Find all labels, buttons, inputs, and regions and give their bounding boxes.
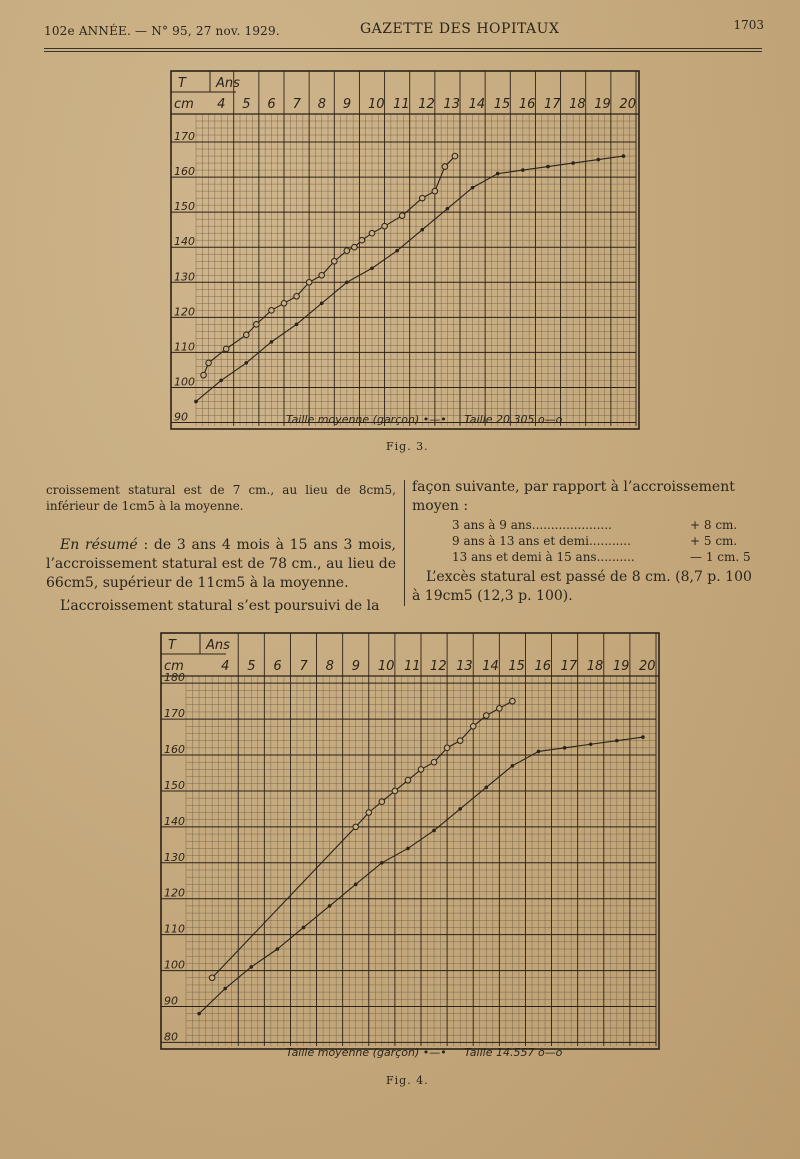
legend-3-dot-line-icon: •—• (422, 413, 447, 426)
y-tick-label: 150 (164, 778, 185, 792)
data-point-circle (223, 346, 229, 352)
data-point-circle (359, 237, 365, 243)
data-point-dot (537, 750, 541, 754)
data-point-dot (370, 266, 374, 270)
data-point-dot (345, 280, 349, 284)
y-tick-label: 140 (174, 235, 195, 249)
header-rule-2 (44, 51, 762, 52)
x-tick-label: 17 (560, 659, 578, 674)
left-paragraph-2-emphasis: En résumé (60, 537, 138, 553)
data-point-dot (496, 172, 500, 176)
data-point-dot (328, 904, 332, 908)
data-point-dot (432, 829, 436, 833)
data-point-dot (563, 746, 567, 750)
x-tick-label: 5 (242, 97, 251, 112)
y-tick-label: 130 (164, 850, 185, 864)
growth-table (452, 518, 752, 566)
data-point-circle (281, 301, 287, 307)
data-point-circle (510, 698, 516, 704)
data-point-circle (201, 372, 207, 378)
x-tick-label: 14 (482, 659, 499, 674)
left-column (46, 482, 396, 616)
x-tick-label: 4 (221, 659, 230, 674)
figure-4-chart (160, 632, 660, 1050)
right-paragraph-2: L’excès statural est passé de 8 cm. (8,7 p. 100 à 19cm5 (12,3 p. 100). (412, 569, 752, 604)
data-point-dot (223, 987, 227, 991)
figure-4-caption: Fig. 4. (386, 1074, 429, 1087)
issue-info: 102e ANNÉE. — N° 95, 27 nov. 1929. (44, 24, 280, 38)
y-tick-label: 80 (164, 1030, 178, 1044)
x-tick-label: 18 (586, 659, 604, 674)
data-point-dot (484, 786, 488, 790)
data-point-dot (471, 186, 475, 190)
data-point-circle (405, 777, 411, 783)
data-point-dot (641, 735, 645, 739)
data-point-dot (320, 302, 324, 306)
data-point-circle (442, 164, 448, 170)
data-point-circle (331, 258, 337, 264)
corner-t-label: T (178, 76, 186, 91)
data-point-circle (483, 713, 489, 719)
data-point-circle (269, 308, 275, 314)
data-point-dot (302, 926, 306, 930)
right-column (412, 478, 762, 516)
y-tick-label: 160 (174, 165, 195, 179)
left-paragraph-2 (46, 536, 396, 593)
y-tick-label: 120 (164, 886, 185, 900)
left-paragraph-1: croissement statural est de 7 cm., au lieu de 8cm5, inférieur de 1cm5 à la moyenne. (46, 483, 396, 513)
y-tick-label: 160 (164, 743, 185, 757)
figure-4-legend (286, 1046, 562, 1059)
x-tick-label: 5 (247, 659, 256, 674)
legend-3-circle-line-icon: o—o (537, 413, 563, 426)
data-point-circle (444, 745, 450, 751)
data-point-circle (432, 188, 438, 194)
x-tick-label: 4 (217, 97, 226, 112)
y-tick-label: 90 (164, 994, 178, 1008)
x-tick-label: 8 (325, 659, 334, 674)
data-point-circle (352, 244, 358, 250)
data-point-dot (197, 1012, 201, 1016)
figure-3-caption: Fig. 3. (386, 440, 429, 453)
x-tick-label: 15 (508, 659, 525, 674)
y-tick-label: 90 (174, 410, 188, 424)
row-value: — 1 cm. 5 (690, 550, 751, 564)
x-tick-label: 13 (456, 659, 473, 674)
data-point-circle (344, 248, 350, 254)
x-tick-label: 9 (342, 97, 352, 112)
data-point-dot (406, 847, 410, 851)
x-tick-label: 11 (393, 97, 410, 112)
x-tick-label: 12 (418, 97, 435, 112)
y-tick-label: 180 (164, 671, 185, 685)
y-tick-label: 140 (164, 814, 185, 828)
page-header (44, 18, 764, 48)
data-point-circle (431, 759, 437, 765)
corner-cm-label: cm (174, 97, 194, 112)
data-point-dot (194, 400, 198, 404)
data-point-circle (418, 767, 424, 773)
x-tick-label: 9 (351, 659, 361, 674)
left-paragraph-2-body: : de 3 ans 4 mois à 15 ans 3 mois, l’accroissement statural est de 78 cm., au lieu de 66cm5, supérieur de 11cm5 à la moyenne. (46, 537, 396, 591)
y-tick-label: 100 (174, 375, 195, 389)
data-point-circle (457, 738, 463, 744)
corner-t-label: T (168, 638, 176, 653)
left-paragraph-3: L’accroissement statural s’est poursuivi de la (60, 598, 380, 614)
data-point-circle (366, 810, 372, 816)
legend-4-series1: Taille moyenne (garçon) (286, 1046, 420, 1059)
x-tick-label: 6 (267, 97, 276, 112)
data-point-dot (420, 228, 424, 232)
data-point-dot (354, 883, 358, 887)
x-tick-label: 18 (569, 97, 586, 112)
data-point-circle (369, 230, 375, 236)
data-point-circle (419, 195, 425, 201)
data-point-dot (596, 158, 600, 162)
x-tick-label: 16 (534, 659, 552, 674)
data-point-dot (244, 361, 248, 365)
data-point-circle (470, 723, 476, 729)
data-point-circle (306, 279, 312, 285)
data-point-circle (452, 153, 458, 159)
data-point-dot (219, 379, 223, 383)
x-tick-label: 16 (518, 97, 536, 112)
corner-ans-label: Ans (216, 76, 240, 91)
chart-frame (171, 71, 639, 429)
data-point-dot (622, 154, 626, 158)
legend-4-circle-line-icon: o—o (537, 1046, 563, 1059)
right-paragraph-1: façon suivante, par rapport à l’accroissement moyen : (412, 479, 735, 514)
y-tick-label: 170 (164, 707, 185, 721)
row-label: 3 ans à 9 ans..................... (452, 518, 612, 532)
corner-cm-label: cm (164, 659, 184, 674)
data-point-dot (446, 207, 450, 211)
x-tick-label: 13 (443, 97, 460, 112)
data-point-dot (589, 742, 593, 746)
x-tick-label: 15 (493, 97, 511, 112)
data-point-dot (295, 323, 299, 327)
header-rule (44, 48, 762, 49)
legend-4-series2: Taille 14.557 (464, 1046, 535, 1059)
data-point-circle (209, 975, 215, 981)
figure-3-legend (286, 413, 562, 426)
row-label: 13 ans et demi à 15 ans.......... (452, 550, 635, 564)
x-tick-label: 11 (403, 659, 421, 674)
data-point-dot (546, 165, 550, 169)
right-column-2 (412, 568, 762, 606)
data-point-dot (380, 861, 384, 865)
journal-title: GAZETTE DES HOPITAUX (360, 21, 560, 37)
data-point-dot (276, 947, 280, 951)
y-tick-label: 100 (164, 958, 185, 972)
data-point-circle (353, 824, 359, 830)
data-point-circle (206, 360, 212, 366)
data-point-dot (615, 739, 619, 743)
x-tick-label: 10 (377, 659, 395, 674)
y-tick-label: 120 (174, 305, 195, 319)
data-point-circle (319, 272, 325, 278)
data-point-circle (399, 213, 405, 219)
y-tick-label: 110 (164, 922, 185, 936)
data-point-dot (395, 249, 399, 253)
page-number: 1703 (733, 18, 764, 32)
x-tick-label: 12 (430, 659, 447, 674)
x-tick-label: 7 (299, 659, 308, 674)
y-tick-label: 150 (174, 200, 195, 214)
x-tick-label: 20 (619, 97, 636, 112)
x-tick-label: 20 (638, 659, 656, 674)
data-point-dot (270, 340, 274, 344)
data-point-dot (521, 168, 525, 172)
data-point-circle (379, 799, 385, 805)
legend-4-dot-line-icon: •—• (422, 1046, 447, 1059)
data-point-circle (254, 322, 260, 328)
row-value: + 8 cm. (690, 518, 738, 532)
row-label: 9 ans à 13 ans et demi........... (452, 534, 631, 548)
corner-ans-label: Ans (206, 638, 230, 653)
figure-3-chart (170, 70, 640, 430)
x-tick-label: 14 (468, 97, 486, 112)
data-point-dot (249, 965, 253, 969)
x-tick-label: 8 (317, 97, 326, 112)
table-row (452, 534, 752, 550)
series-line-2 (204, 156, 455, 375)
data-point-circle (294, 293, 300, 299)
row-value: + 5 cm. (690, 534, 738, 548)
data-point-circle (243, 332, 249, 338)
y-tick-label: 110 (174, 340, 195, 354)
data-point-circle (382, 223, 388, 229)
figure-4-svg (160, 632, 660, 1050)
x-tick-label: 17 (544, 97, 561, 112)
y-tick-label: 130 (174, 270, 195, 284)
table-row (452, 550, 752, 566)
column-divider (404, 480, 405, 606)
data-point-dot (571, 161, 575, 165)
table-row (452, 518, 752, 534)
x-tick-label: 19 (612, 659, 630, 674)
data-point-circle (392, 788, 398, 794)
x-tick-label: 10 (368, 97, 385, 112)
data-point-dot (511, 764, 515, 768)
figure-3-svg (170, 70, 640, 430)
legend-3-series1: Taille moyenne (garçon) (286, 413, 420, 426)
y-tick-label: 170 (174, 130, 195, 144)
x-tick-label: 6 (273, 659, 282, 674)
legend-3-series2: Taille 20.305 (464, 413, 535, 426)
x-tick-label: 19 (594, 97, 611, 112)
data-point-circle (497, 706, 503, 712)
x-tick-label: 7 (292, 97, 301, 112)
data-point-dot (458, 807, 462, 811)
